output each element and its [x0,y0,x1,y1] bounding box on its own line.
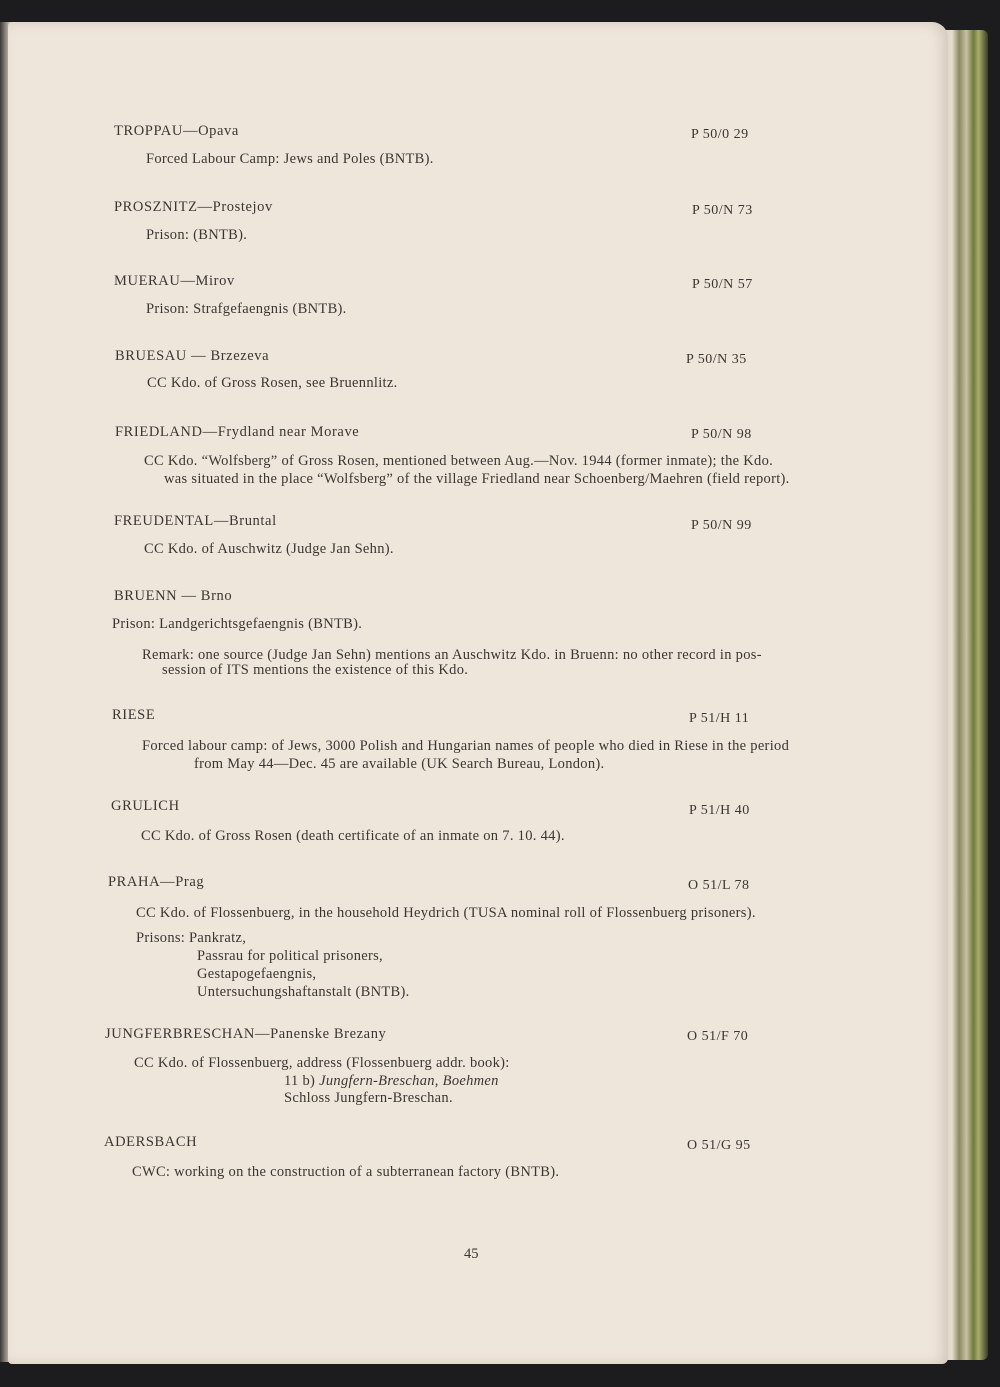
entry-text: Forced Labour Camp: Jews and Poles (BNTB). [146,151,434,167]
entry-text: Prison: Strafgefaengnis (BNTB). [146,301,347,317]
entry-heading: BRUENN — Brno [114,588,233,604]
entry-text: Gestapogefaengnis, [197,966,317,982]
entry-text: Prison: (BNTB). [146,227,248,243]
entry-text: Prison: Landgerichtsgefaengnis (BNTB). [112,616,363,632]
reference-code: O 51/F 70 [687,1029,749,1044]
reference-code: P 50/N 73 [692,203,753,218]
entry-text: Passrau for political prisoners, [197,948,383,964]
reference-code: O 51/G 95 [687,1138,751,1153]
entry-text: Forced labour camp: of Jews, 3000 Polish and Hungarian names of people who died in Riese in the period [142,738,790,754]
page-number: 45 [464,1246,479,1262]
entry-text: from May 44—Dec. 45 are available (UK Search Bureau, London). [194,756,605,772]
entry-text: Prisons: Pankratz, [136,930,247,946]
entry-heading: ADERSBACH [104,1134,198,1150]
entry-text: Schloss Jungfern-Breschan. [284,1090,453,1106]
entry-heading: FREUDENTAL—Bruntal [114,513,277,529]
entry-heading: MUERAU—Mirov [114,273,235,289]
italic-address: Jungfern-Breschan, Boehmen [319,1073,499,1089]
entry-text: CWC: working on the construction of a subterranean factory (BNTB). [132,1164,560,1180]
entry-heading: JUNGFERBRESCHAN—Panenske Brezany [105,1026,387,1042]
reference-code: P 50/0 29 [691,127,749,142]
reference-code: P 51/H 11 [689,711,750,726]
entry-heading: RIESE [112,707,156,723]
reference-code: P 51/H 40 [689,803,750,818]
entry-heading: GRULICH [111,798,180,814]
entry-text: CC Kdo. of Auschwitz (Judge Jan Sehn). [144,541,394,557]
entry-text: CC Kdo. of Gross Rosen (death certificate of an inmate on 7. 10. 44). [141,828,565,844]
reference-code: O 51/L 78 [688,878,750,893]
entry-heading: TROPPAU—Opava [114,123,239,139]
entry-heading: PRAHA—Prag [108,874,205,890]
entry-heading: FRIEDLAND—Frydland near Morave [115,424,360,440]
reference-code: P 50/N 99 [691,518,752,533]
entry-text: Remark: one source (Judge Jan Sehn) mentions an Auschwitz Kdo. in Bruenn: no other record in pos- [142,647,762,663]
reference-code: P 50/N 57 [692,277,753,292]
document-page [8,22,948,1364]
entry-text: CC Kdo. “Wolfsberg” of Gross Rosen, mentioned between Aug.—Nov. 1944 (former inmate); the Kdo. [144,453,774,469]
entry-text: was situated in the place “Wolfsberg” of the village Friedland near Schoenberg/Maehren (field report). [164,471,790,487]
entry-text: CC Kdo. of Gross Rosen, see Bruennlitz. [147,375,398,391]
entry-text: Untersuchungshaftanstalt (BNTB). [197,984,410,1000]
entry-text: CC Kdo. of Flossenbuerg, address (Flossenbuerg addr. book): [134,1055,510,1071]
entry-text: CC Kdo. of Flossenbuerg, in the household Heydrich (TUSA nominal roll of Flossenbuerg prisoners). [136,905,756,921]
entry-text: session of ITS mentions the existence of this Kdo. [162,662,469,678]
entry-heading: PROSZNITZ—Prostejov [114,199,273,215]
entry-heading: BRUESAU — Brzezeva [115,348,270,364]
entry-text: 11 b) Jungfern-Breschan, Boehmen [284,1073,499,1089]
reference-code: P 50/N 35 [686,352,747,367]
reference-code: P 50/N 98 [691,427,752,442]
